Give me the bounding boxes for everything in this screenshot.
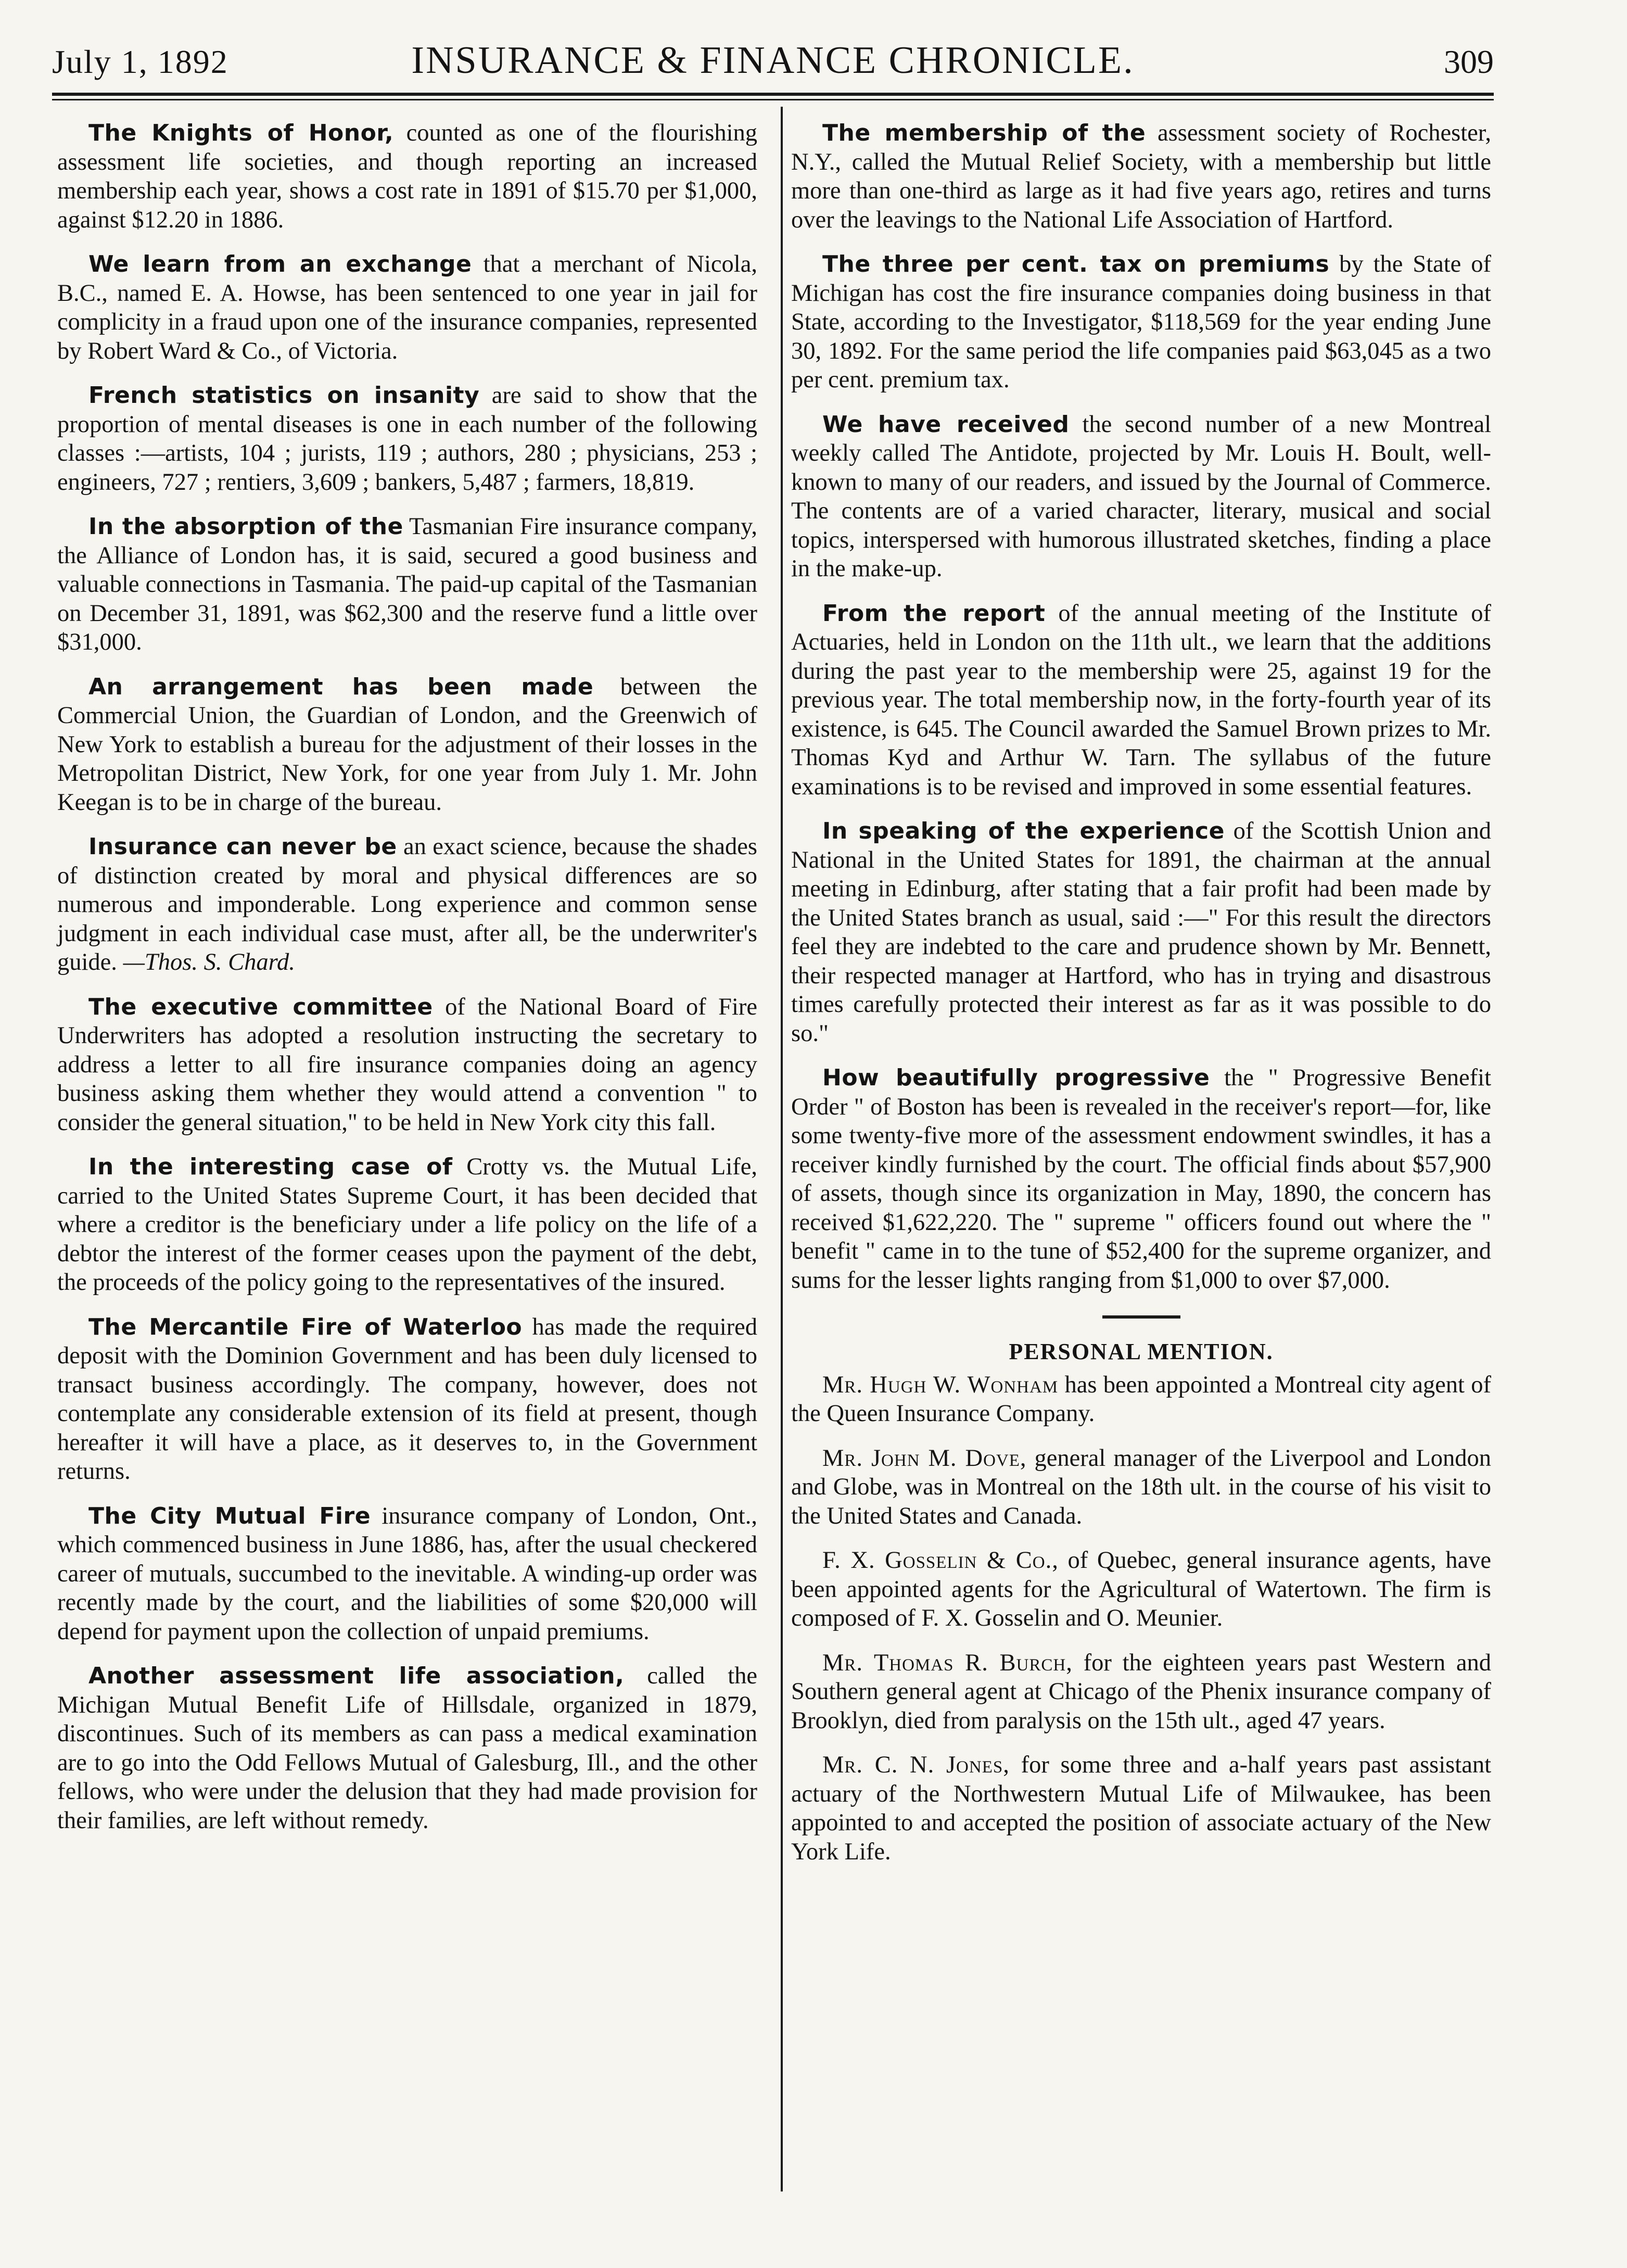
- item-signature: —Thos. S. Chard.: [123, 949, 295, 975]
- item-lead: We have received: [822, 411, 1070, 438]
- personal-item: [791, 1649, 1491, 1735]
- person-name: Mr. John M. Dove,: [822, 1445, 1027, 1472]
- person-text: for the eighteen years past Western and Southern general agent at Chicago of the Phenix insurance company of Brooklyn, died from paralysis on the 15th ult., aged 47 years.: [791, 1649, 1492, 1734]
- header-rule-thin: [52, 99, 1494, 100]
- personal-item: [791, 1444, 1491, 1531]
- person-text: for some three and a-half years past assistant actuary of the Northwestern Mutual Life of Milwaukee, has been appointed to and accepted the position of associate actuary of the New York Life.: [791, 1752, 1491, 1865]
- person-name: F. X. Gosselin & Co.,: [822, 1547, 1059, 1574]
- item-text: between the Commercial Union, the Guardian of London, and the Greenwich of New York to establish a bureau for the adjustment of their losses in the Metropolitan District, New York, for one year from July 1. Mr. John Keegan is to be in charge of the bureau.: [57, 673, 757, 816]
- news-item: [791, 119, 1491, 234]
- item-lead: French statistics on insanity: [88, 382, 480, 409]
- item-lead: In the absorption of the: [88, 513, 403, 540]
- page-header: [52, 36, 1494, 88]
- item-lead: How beautifully progressive: [822, 1065, 1210, 1091]
- person-name: Mr. Thomas R. Burch,: [822, 1649, 1073, 1676]
- personal-item: [791, 1751, 1491, 1866]
- person-text: has been appointed a Montreal city agent of the Queen Insurance Company.: [791, 1371, 1491, 1427]
- item-text: the " Progressive Benefit Order " of Boston has been is revealed in the receiver's report—for, like some twenty-five more of the assessment endowment swindles, it has a receiver kindly furnished by the court. The official finds about $57,900 of assets, though since its organization in May, 1890, the concern has received $1,622,220. The " supreme " officers found out where the " benefit " came in to the tune of $52,400 for the supreme organizer, and sums for the lesser lights ranging from $1,000 to over $7,000.: [791, 1065, 1491, 1294]
- news-item: [791, 817, 1491, 1048]
- item-text: of the annual meeting of the Institute of Actuaries, held in London on the 11th ult., we learn that the additions during the past year to the membership were 25, against 19 for the previous year. The total membership now, in the forty-fourth year of its existence, is 645. The Council awarded the Samuel Brown prizes to Mr. Thomas Kyd and Arthur W. Tarn. The syllabus of the future examinations is to be revised and improved in some essential features.: [791, 600, 1491, 800]
- news-item: [57, 381, 757, 497]
- news-item: [57, 250, 757, 365]
- item-lead: Insurance can never be: [88, 833, 397, 860]
- item-lead: Another assessment life association,: [88, 1663, 625, 1689]
- person-text: of Quebec, general insurance agents, have been appointed agents for the Agricultural of Watertown. The firm is composed of F. X. Gosselin and O. Meunier.: [791, 1547, 1492, 1631]
- publication-title: INSURANCE & FINANCE CHRONICLE.: [411, 39, 1135, 82]
- item-text: Crotty vs. the Mutual Life, carried to the United States Supreme Court, it has been decided that where a creditor is the beneficiary under a life policy on the life of a debtor the interest of the former ceases upon the payment of the debt, the proceeds of the policy going to the representatives of the insured.: [57, 1154, 757, 1296]
- item-lead: The three per cent. tax on premiums: [822, 251, 1330, 277]
- person-text: general manager of the Liverpool and London and Globe, was in Montreal on the 18th ult. in the course of his visit to the United States and Canada.: [791, 1445, 1492, 1529]
- header-rule-thick: [52, 93, 1494, 96]
- item-lead: The Knights of Honor,: [88, 120, 394, 146]
- item-lead: An arrangement has been made: [88, 673, 594, 700]
- personal-mention-heading: PERSONAL MENTION.: [1009, 1339, 1274, 1364]
- column-divider: [781, 107, 783, 2191]
- section-divider: [1102, 1315, 1180, 1319]
- item-lead: The City Mutual Fire: [88, 1502, 371, 1529]
- item-text: insurance company of London, Ont., which commenced business in June 1886, has, after the usual checkered career of mutuals, succumbed to the inevitable. A winding-up order was recently made by the court, and the liabilities of some $20,000 will depend for payment upon the collection of unpaid premiums.: [57, 1502, 757, 1645]
- item-text: assessment society of Rochester, N.Y., called the Mutual Relief Society, with a membership but little more than one-third as large as it had five years ago, retires and turns over the leavings to the National Life Association of Hartford.: [791, 120, 1492, 233]
- item-text: are said to show that the proportion of mental diseases is one in each number of the following classes :—artists, 104 ; jurists, 119 ; authors, 280 ; physicians, 253 ; engineers, 727 ; rentiers, 3,609 ; bankers, 5,487 ; farmers, 18,819.: [57, 382, 757, 496]
- news-item: [57, 1313, 757, 1486]
- news-item: [57, 832, 757, 977]
- right-column: [791, 119, 1491, 1882]
- person-name: Mr. Hugh W. Wonham: [822, 1371, 1059, 1398]
- item-text: by the State of Michigan has cost the fire insurance companies doing business in that State, according to the Investigator, $118,569 for the year ending June 30, 1892. For the same period the life companies paid $63,045 as a two per cent. premium tax.: [791, 251, 1491, 393]
- news-item: [57, 512, 757, 657]
- item-text: that a merchant of Nicola, B.C., named E. A. Howse, has been sentenced to one year in jail for complicity in a fraud upon one of the insurance companies, represented by Robert Ward & Co., of Victoria.: [57, 251, 757, 364]
- issue-date: July 1, 1892: [52, 43, 228, 80]
- item-text: Tasmanian Fire insurance company, the Alliance of London has, it is said, secured a good business and valuable connections in Tasmania. The paid-up capital of the Tasmanian on December 31, 1891, was $62,300 and the reserve fund a little over $31,000.: [57, 513, 757, 655]
- page-number: 309: [1444, 43, 1494, 80]
- item-lead: The Mercantile Fire of Waterloo: [88, 1313, 523, 1340]
- news-item: [57, 119, 757, 234]
- item-text: the second number of a new Montreal weekly called The Antidote, projected by Mr. Louis H. Boult, well-known to many of our readers, and issued by the Journal of Commerce. The contents are of a varied character, literary, musical and social topics, interspersed with humorous illustrated sketches, finding a place in the make-up.: [791, 411, 1491, 582]
- news-item: [57, 1502, 757, 1646]
- item-lead: We learn from an exchange: [88, 251, 472, 277]
- item-lead: In the interesting case of: [88, 1154, 453, 1180]
- news-item: [57, 1662, 757, 1835]
- item-lead: In speaking of the experience: [822, 818, 1225, 844]
- news-item: [791, 599, 1491, 802]
- item-text: an exact science, because the shades of distinction created by moral and physical differences are so numerous and imponderable. Long experience and common sense judgment in each individual case must, after all, be the underwriter's guide.: [57, 833, 757, 975]
- news-item: [791, 1063, 1491, 1295]
- news-item: [57, 993, 757, 1137]
- item-lead: The executive committee: [88, 993, 433, 1020]
- item-lead: The membership of the: [822, 120, 1146, 146]
- personal-item: [791, 1371, 1491, 1428]
- personal-item: [791, 1546, 1491, 1633]
- item-text: counted as one of the flourishing assessment life societies, and though reporting an increased membership each year, shows a cost rate in 1891 of $15.70 per $1,000, against $12.20 in 1886.: [57, 120, 758, 233]
- person-name: Mr. C. N. Jones,: [822, 1752, 1010, 1778]
- item-text: of the Scottish Union and National in the United States for 1891, the chairman at the annual meeting in Edinburg, after stating that a fair profit had been made by the United States branch as usual, said :—" For this result the directors feel they are indebted to the care and prudence shown by Mr. Bennett, their respected manager at Hartford, who has in trying and disastrous times carefully protected their interest as far as it was possible to do so.": [791, 818, 1491, 1047]
- news-item: [57, 673, 757, 817]
- item-text: called the Michigan Mutual Benefit Life of Hillsdale, organized in 1879, discontinues. Such of its members as can pass a medical examination are to go into the Odd Fellows Mutual of Galesburg, Ill., and the other fellows, who were under the delusion that they had made provision for their families, are left without remedy.: [57, 1663, 758, 1834]
- item-lead: From the report: [822, 600, 1046, 627]
- item-text: has made the required deposit with the Dominion Government and has been duly licensed to transact business accordingly. The company, however, does not contemplate any considerable extension of its field at present, though hereafter it will have a place, as it deserves to, in the Government returns.: [57, 1313, 757, 1485]
- news-item: [791, 250, 1491, 395]
- item-text: of the National Board of Fire Underwriters has adopted a resolution instructing the secretary to address a letter to all fire insurance companies doing an agency business asking them whether they would attend a convention " to consider the general situation," to be held in New York city this fall.: [57, 993, 758, 1136]
- left-column: [57, 119, 757, 1851]
- news-item: [791, 410, 1491, 584]
- news-item: [57, 1152, 757, 1297]
